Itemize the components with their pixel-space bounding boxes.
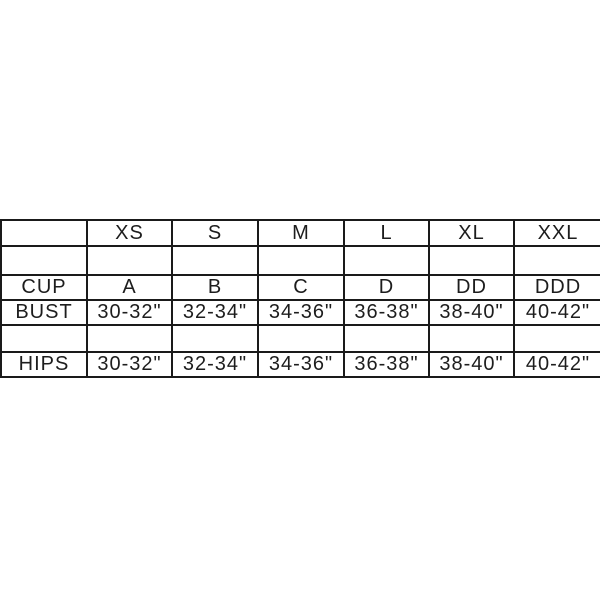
cup-cell-xxl: DDD bbox=[514, 275, 600, 300]
hips-cell-xs: 30-32" bbox=[87, 352, 172, 377]
spacer-cell bbox=[258, 246, 344, 275]
cup-cell-l: D bbox=[344, 275, 429, 300]
spacer-cell bbox=[1, 246, 87, 275]
bust-cell-xl: 38-40" bbox=[429, 300, 514, 325]
spacer-cell bbox=[429, 325, 514, 352]
cup-row bbox=[1, 275, 600, 300]
header-cell-xl: XL bbox=[429, 220, 514, 246]
spacer-cell bbox=[514, 325, 600, 352]
spacer-cell bbox=[87, 325, 172, 352]
hips-row bbox=[1, 352, 600, 377]
spacer-cell bbox=[344, 325, 429, 352]
header-row bbox=[1, 220, 600, 246]
spacer-row bbox=[1, 325, 600, 352]
row-label-hips: HIPS bbox=[1, 352, 87, 377]
row-label-bust: BUST bbox=[1, 300, 87, 325]
spacer-cell bbox=[258, 325, 344, 352]
row-label-cup: CUP bbox=[1, 275, 87, 300]
spacer-row bbox=[1, 246, 600, 275]
spacer-cell bbox=[514, 246, 600, 275]
header-cell-l: L bbox=[344, 220, 429, 246]
spacer-cell bbox=[1, 325, 87, 352]
hips-cell-xxl: 40-42" bbox=[514, 352, 600, 377]
spacer-cell bbox=[87, 246, 172, 275]
bust-row bbox=[1, 300, 600, 325]
spacer-cell bbox=[172, 325, 258, 352]
cup-cell-s: B bbox=[172, 275, 258, 300]
cup-cell-xs: A bbox=[87, 275, 172, 300]
hips-cell-xl: 38-40" bbox=[429, 352, 514, 377]
hips-cell-m: 34-36" bbox=[258, 352, 344, 377]
cup-cell-xl: DD bbox=[429, 275, 514, 300]
hips-cell-s: 32-34" bbox=[172, 352, 258, 377]
spacer-cell bbox=[344, 246, 429, 275]
bust-cell-xxl: 40-42" bbox=[514, 300, 600, 325]
hips-cell-l: 36-38" bbox=[344, 352, 429, 377]
header-cell-m: M bbox=[258, 220, 344, 246]
bust-cell-m: 34-36" bbox=[258, 300, 344, 325]
size-chart-table bbox=[0, 219, 600, 378]
bust-cell-xs: 30-32" bbox=[87, 300, 172, 325]
spacer-cell bbox=[172, 246, 258, 275]
header-cell-xs: XS bbox=[87, 220, 172, 246]
header-cell-s: S bbox=[172, 220, 258, 246]
cup-cell-m: C bbox=[258, 275, 344, 300]
spacer-cell bbox=[429, 246, 514, 275]
bust-cell-s: 32-34" bbox=[172, 300, 258, 325]
bust-cell-l: 36-38" bbox=[344, 300, 429, 325]
header-cell-blank bbox=[1, 220, 87, 246]
header-cell-xxl: XXL bbox=[514, 220, 600, 246]
